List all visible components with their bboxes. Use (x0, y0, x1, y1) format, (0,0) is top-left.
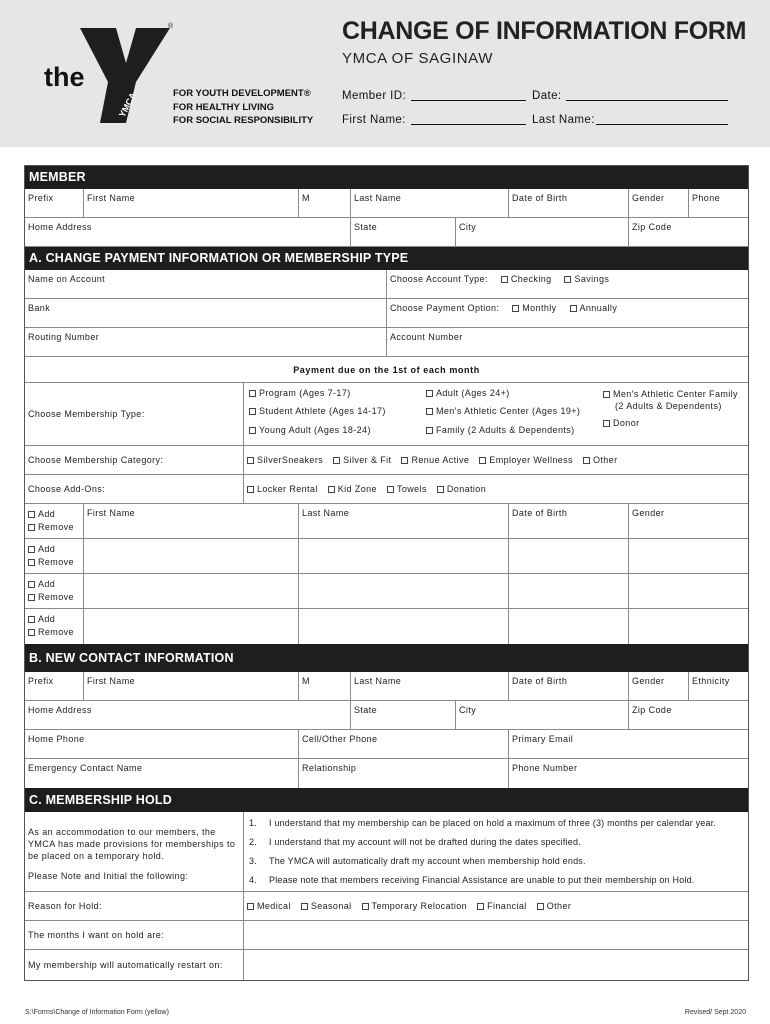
checkbox-icon (570, 305, 577, 312)
dependent-first-name-field[interactable] (84, 574, 299, 608)
checkbox-icon (249, 390, 256, 397)
mens-ac-checkbox[interactable]: Men's Athletic Center (Ages 19+) (426, 406, 580, 416)
prefix-field[interactable]: Prefix (25, 189, 84, 217)
city-field[interactable]: City (456, 218, 629, 246)
checkbox-icon (247, 486, 254, 493)
page-title: CHANGE OF INFORMATION FORM (342, 17, 747, 45)
section-a-heading: A. CHANGE PAYMENT INFORMATION OR MEMBERSHIP TYPE (25, 247, 748, 270)
family-checkbox[interactable]: Family (2 Adults & Dependents) (426, 425, 575, 435)
reason-other-checkbox[interactable]: Other (537, 901, 572, 911)
medical-checkbox[interactable]: Medical (247, 901, 291, 911)
membership-type-label: Choose Membership Type: (25, 383, 244, 445)
silversneakers-checkbox[interactable]: SilverSneakers (247, 455, 323, 465)
a-row-2 (25, 299, 748, 328)
remove-checkbox[interactable]: Remove (28, 556, 80, 569)
b-row-3 (25, 730, 748, 759)
checkbox-icon (249, 427, 256, 434)
checkbox-icon (564, 276, 571, 283)
payment-option-label: Choose Payment Option: (390, 303, 500, 313)
restart-row (25, 950, 748, 980)
new-middle-initial-field[interactable]: M (299, 672, 351, 700)
b-row-4 (25, 759, 748, 788)
bank-field[interactable]: Bank (25, 299, 387, 327)
first-name-field[interactable] (411, 124, 526, 125)
hold-term-item: 4. Please note that members receiving Financial Assistance are unable to put their membership on Hold. (249, 875, 695, 885)
footer-path: S:\Forms\Change of Information Form (yellow) (25, 1009, 169, 1016)
dependent-first-name-field[interactable] (84, 539, 299, 573)
student-athlete-checkbox[interactable]: Student Athlete (Ages 14-17) (249, 406, 386, 416)
add-checkbox[interactable]: Add (28, 613, 80, 626)
checkbox-icon (426, 427, 433, 434)
seasonal-checkbox[interactable]: Seasonal (301, 901, 352, 911)
account-type-label: Choose Account Type: (390, 274, 488, 284)
checkbox-icon (333, 457, 340, 464)
new-first-name-field[interactable]: First Name (84, 672, 299, 700)
add-remove-cell (25, 574, 84, 608)
dependent-last-name-field[interactable] (299, 609, 509, 644)
member-row-1 (25, 189, 748, 218)
addons-row (25, 475, 748, 504)
checkbox-icon (28, 524, 35, 531)
checkbox-icon (328, 486, 335, 493)
middle-initial-field[interactable]: M (299, 189, 351, 217)
last-name-field[interactable]: Last Name (351, 189, 509, 217)
last-name-field[interactable] (596, 124, 728, 125)
new-home-address-field[interactable]: Home Address (25, 701, 351, 729)
checkbox-icon (247, 457, 254, 464)
renue-active-checkbox[interactable]: Renue Active (401, 455, 469, 465)
hold-intro-text: As an accommodation to our members, the YMCA has made provisions for memberships to be placed on a temporary hold. (28, 827, 236, 861)
checkbox-icon (387, 486, 394, 493)
new-state-field[interactable]: State (351, 701, 456, 729)
hold-terms-list (244, 812, 748, 891)
program-checkbox[interactable]: Program (Ages 7-17) (249, 388, 351, 398)
checkbox-icon (28, 511, 35, 518)
new-zip-field[interactable]: Zip Code (632, 705, 672, 715)
add-remove-row (25, 609, 748, 644)
add-checkbox[interactable]: Add (28, 508, 80, 521)
dependent-dob-field[interactable]: Date of Birth (509, 504, 629, 538)
hold-term-item: 1. I understand that my membership can be placed on hold a maximum of three (3) months per calendar year. (249, 818, 717, 828)
home-address-field[interactable]: Home Address (25, 218, 351, 246)
section-b-heading: B. NEW CONTACT INFORMATION (25, 644, 748, 672)
first-name-field[interactable]: First Name (84, 189, 299, 217)
add-checkbox[interactable]: Add (28, 543, 80, 556)
dependent-last-name-field[interactable] (299, 539, 509, 573)
phone-field[interactable]: Phone (692, 193, 721, 203)
checkbox-icon (362, 903, 369, 910)
addons-label: Choose Add-Ons: (25, 475, 244, 503)
ymca-logo-icon (76, 18, 176, 128)
hold-months-label: The months I want on hold are: (25, 921, 244, 949)
routing-number-field[interactable]: Routing Number (25, 328, 387, 356)
new-city-field[interactable]: City (456, 701, 629, 729)
category-row (25, 446, 748, 475)
payment-due-note: Payment due on the 1st of each month (293, 364, 480, 375)
hold-terms-row (25, 812, 748, 892)
checkbox-icon (28, 594, 35, 601)
checking-checkbox[interactable]: Checking (501, 274, 552, 284)
date-field[interactable] (566, 100, 728, 101)
checkbox-icon (603, 420, 610, 427)
towels-checkbox[interactable]: Towels (387, 484, 427, 494)
checkbox-icon (501, 276, 508, 283)
emergency-contact-field[interactable]: Emergency Contact Name (25, 759, 299, 788)
add-remove-row (25, 574, 748, 609)
member-id-field[interactable] (411, 100, 526, 101)
date-label: Date: (532, 90, 562, 102)
category-other-checkbox[interactable]: Other (583, 455, 618, 465)
hold-term-item: 3. The YMCA will automatically draft my account when membership hold ends. (249, 856, 586, 866)
dependent-dob-field[interactable] (509, 539, 629, 573)
add-remove-cell (25, 504, 84, 538)
new-gender-field[interactable]: Gender (629, 672, 689, 700)
checkbox-icon (28, 546, 35, 553)
b-row-2 (25, 701, 748, 730)
annually-checkbox[interactable]: Annually (570, 303, 618, 313)
checkbox-icon (583, 457, 590, 464)
kid-zone-checkbox[interactable]: Kid Zone (328, 484, 377, 494)
hold-note-text: Please Note and Initial the following: (28, 871, 189, 881)
dependent-first-name-field[interactable] (84, 609, 299, 644)
category-options (244, 446, 748, 474)
emergency-phone-field[interactable]: Phone Number (512, 763, 578, 773)
temporary-relocation-checkbox[interactable]: Temporary Relocation (362, 901, 468, 911)
remove-checkbox[interactable]: Remove (28, 521, 80, 534)
checkbox-icon (301, 903, 308, 910)
donation-checkbox[interactable]: Donation (437, 484, 486, 494)
add-remove-row (25, 539, 748, 574)
checkbox-icon (249, 408, 256, 415)
checkbox-icon (426, 390, 433, 397)
page-subtitle: YMCA OF SAGINAW (342, 50, 493, 67)
silver-fit-checkbox[interactable]: Silver & Fit (333, 455, 391, 465)
checkbox-icon (28, 581, 35, 588)
checkbox-icon (401, 457, 408, 464)
hold-reason-label: Reason for Hold: (25, 892, 244, 920)
remove-checkbox[interactable]: Remove (28, 591, 80, 604)
dependent-last-name-field[interactable]: Last Name (299, 504, 509, 538)
restart-label: My membership will automatically restart on: (25, 950, 244, 980)
employer-wellness-checkbox[interactable]: Employer Wellness (479, 455, 573, 465)
checkbox-icon (28, 559, 35, 566)
section-member-heading: MEMBER (25, 166, 748, 189)
logo-ymca-text: YMCA (116, 90, 139, 119)
hold-reason-options (244, 892, 748, 920)
b-row-1 (25, 672, 748, 701)
membership-type-options (244, 383, 748, 445)
checkbox-icon (477, 903, 484, 910)
hold-months-row (25, 921, 748, 950)
checkbox-icon (28, 629, 35, 636)
member-row-2 (25, 218, 748, 247)
form-body (24, 165, 749, 981)
account-number-field[interactable]: Account Number (390, 332, 463, 342)
mens-ac-family-checkbox[interactable]: Men's Athletic Center Family (2 Adults & Dependents) (603, 388, 738, 412)
add-remove-cell (25, 539, 84, 573)
membership-type-row (25, 383, 748, 446)
new-dob-field[interactable]: Date of Birth (509, 672, 629, 700)
section-c-heading: C. MEMBERSHIP HOLD (25, 788, 748, 812)
checkbox-icon (537, 903, 544, 910)
dependent-dob-field[interactable] (509, 609, 629, 644)
member-id-label: Member ID: (342, 90, 407, 102)
name-on-account-field[interactable]: Name on Account (25, 270, 387, 298)
add-remove-row (25, 504, 748, 539)
relationship-field[interactable]: Relationship (299, 759, 509, 788)
locker-rental-checkbox[interactable]: Locker Rental (247, 484, 318, 494)
state-field[interactable]: State (351, 218, 456, 246)
hold-months-field[interactable] (244, 921, 748, 949)
addons-options (244, 475, 748, 503)
dependent-first-name-field[interactable]: First Name (84, 504, 299, 538)
checkbox-icon (512, 305, 519, 312)
logo-registered: ® (168, 23, 174, 30)
dependent-gender-field[interactable] (629, 539, 748, 573)
young-adult-checkbox[interactable]: Young Adult (Ages 18-24) (249, 425, 371, 435)
home-phone-field[interactable]: Home Phone (25, 730, 299, 758)
zip-field[interactable]: Zip Code (632, 222, 672, 232)
checkbox-icon (437, 486, 444, 493)
ethnicity-field[interactable]: Ethnicity (692, 676, 730, 686)
a-row-1 (25, 270, 748, 299)
checkbox-icon (479, 457, 486, 464)
payment-option-cell (387, 299, 748, 327)
logo-word: the (44, 62, 85, 92)
monthly-checkbox[interactable]: Monthly (512, 303, 556, 313)
hold-intro-cell (25, 812, 244, 891)
hold-term-item: 2. I understand that my account will not be drafted during the dates specified. (249, 837, 581, 847)
account-type-cell (387, 270, 748, 298)
dependent-last-name-field[interactable] (299, 574, 509, 608)
financial-checkbox[interactable]: Financial (477, 901, 527, 911)
first-name-label: First Name: (342, 114, 406, 126)
new-last-name-field[interactable]: Last Name (351, 672, 509, 700)
savings-checkbox[interactable]: Savings (564, 274, 609, 284)
dependent-gender-field[interactable]: Gender (632, 508, 665, 518)
hold-reason-row (25, 892, 748, 921)
checkbox-icon (426, 408, 433, 415)
footer-revised: Revised/ Sept 2020 (684, 1009, 746, 1016)
add-checkbox[interactable]: Add (28, 578, 80, 591)
primary-email-field[interactable]: Primary Email (512, 734, 574, 744)
checkbox-icon (28, 616, 35, 623)
dependent-gender-field[interactable] (629, 574, 748, 608)
last-name-label: Last Name: (532, 114, 595, 126)
gender-field[interactable]: Gender (629, 189, 689, 217)
cell-phone-field[interactable]: Cell/Other Phone (299, 730, 509, 758)
new-prefix-field[interactable]: Prefix (25, 672, 84, 700)
add-remove-cell (25, 609, 84, 644)
a-row-3 (25, 328, 748, 357)
payment-due-row (25, 357, 748, 383)
donor-checkbox[interactable]: Donor (603, 418, 640, 428)
checkbox-icon (247, 903, 254, 910)
dob-field[interactable]: Date of Birth (509, 189, 629, 217)
dependent-dob-field[interactable] (509, 574, 629, 608)
restart-date-field[interactable] (244, 950, 748, 980)
remove-checkbox[interactable]: Remove (28, 626, 80, 639)
category-label: Choose Membership Category: (25, 446, 244, 474)
tagline: FOR YOUTH DEVELOPMENT® FOR HEALTHY LIVING FOR SOCIAL RESPONSIBILITY (173, 88, 314, 126)
form-header (0, 0, 770, 147)
checkbox-icon (603, 391, 610, 398)
adult-checkbox[interactable]: Adult (Ages 24+) (426, 388, 510, 398)
dependent-gender-field[interactable] (629, 609, 748, 644)
